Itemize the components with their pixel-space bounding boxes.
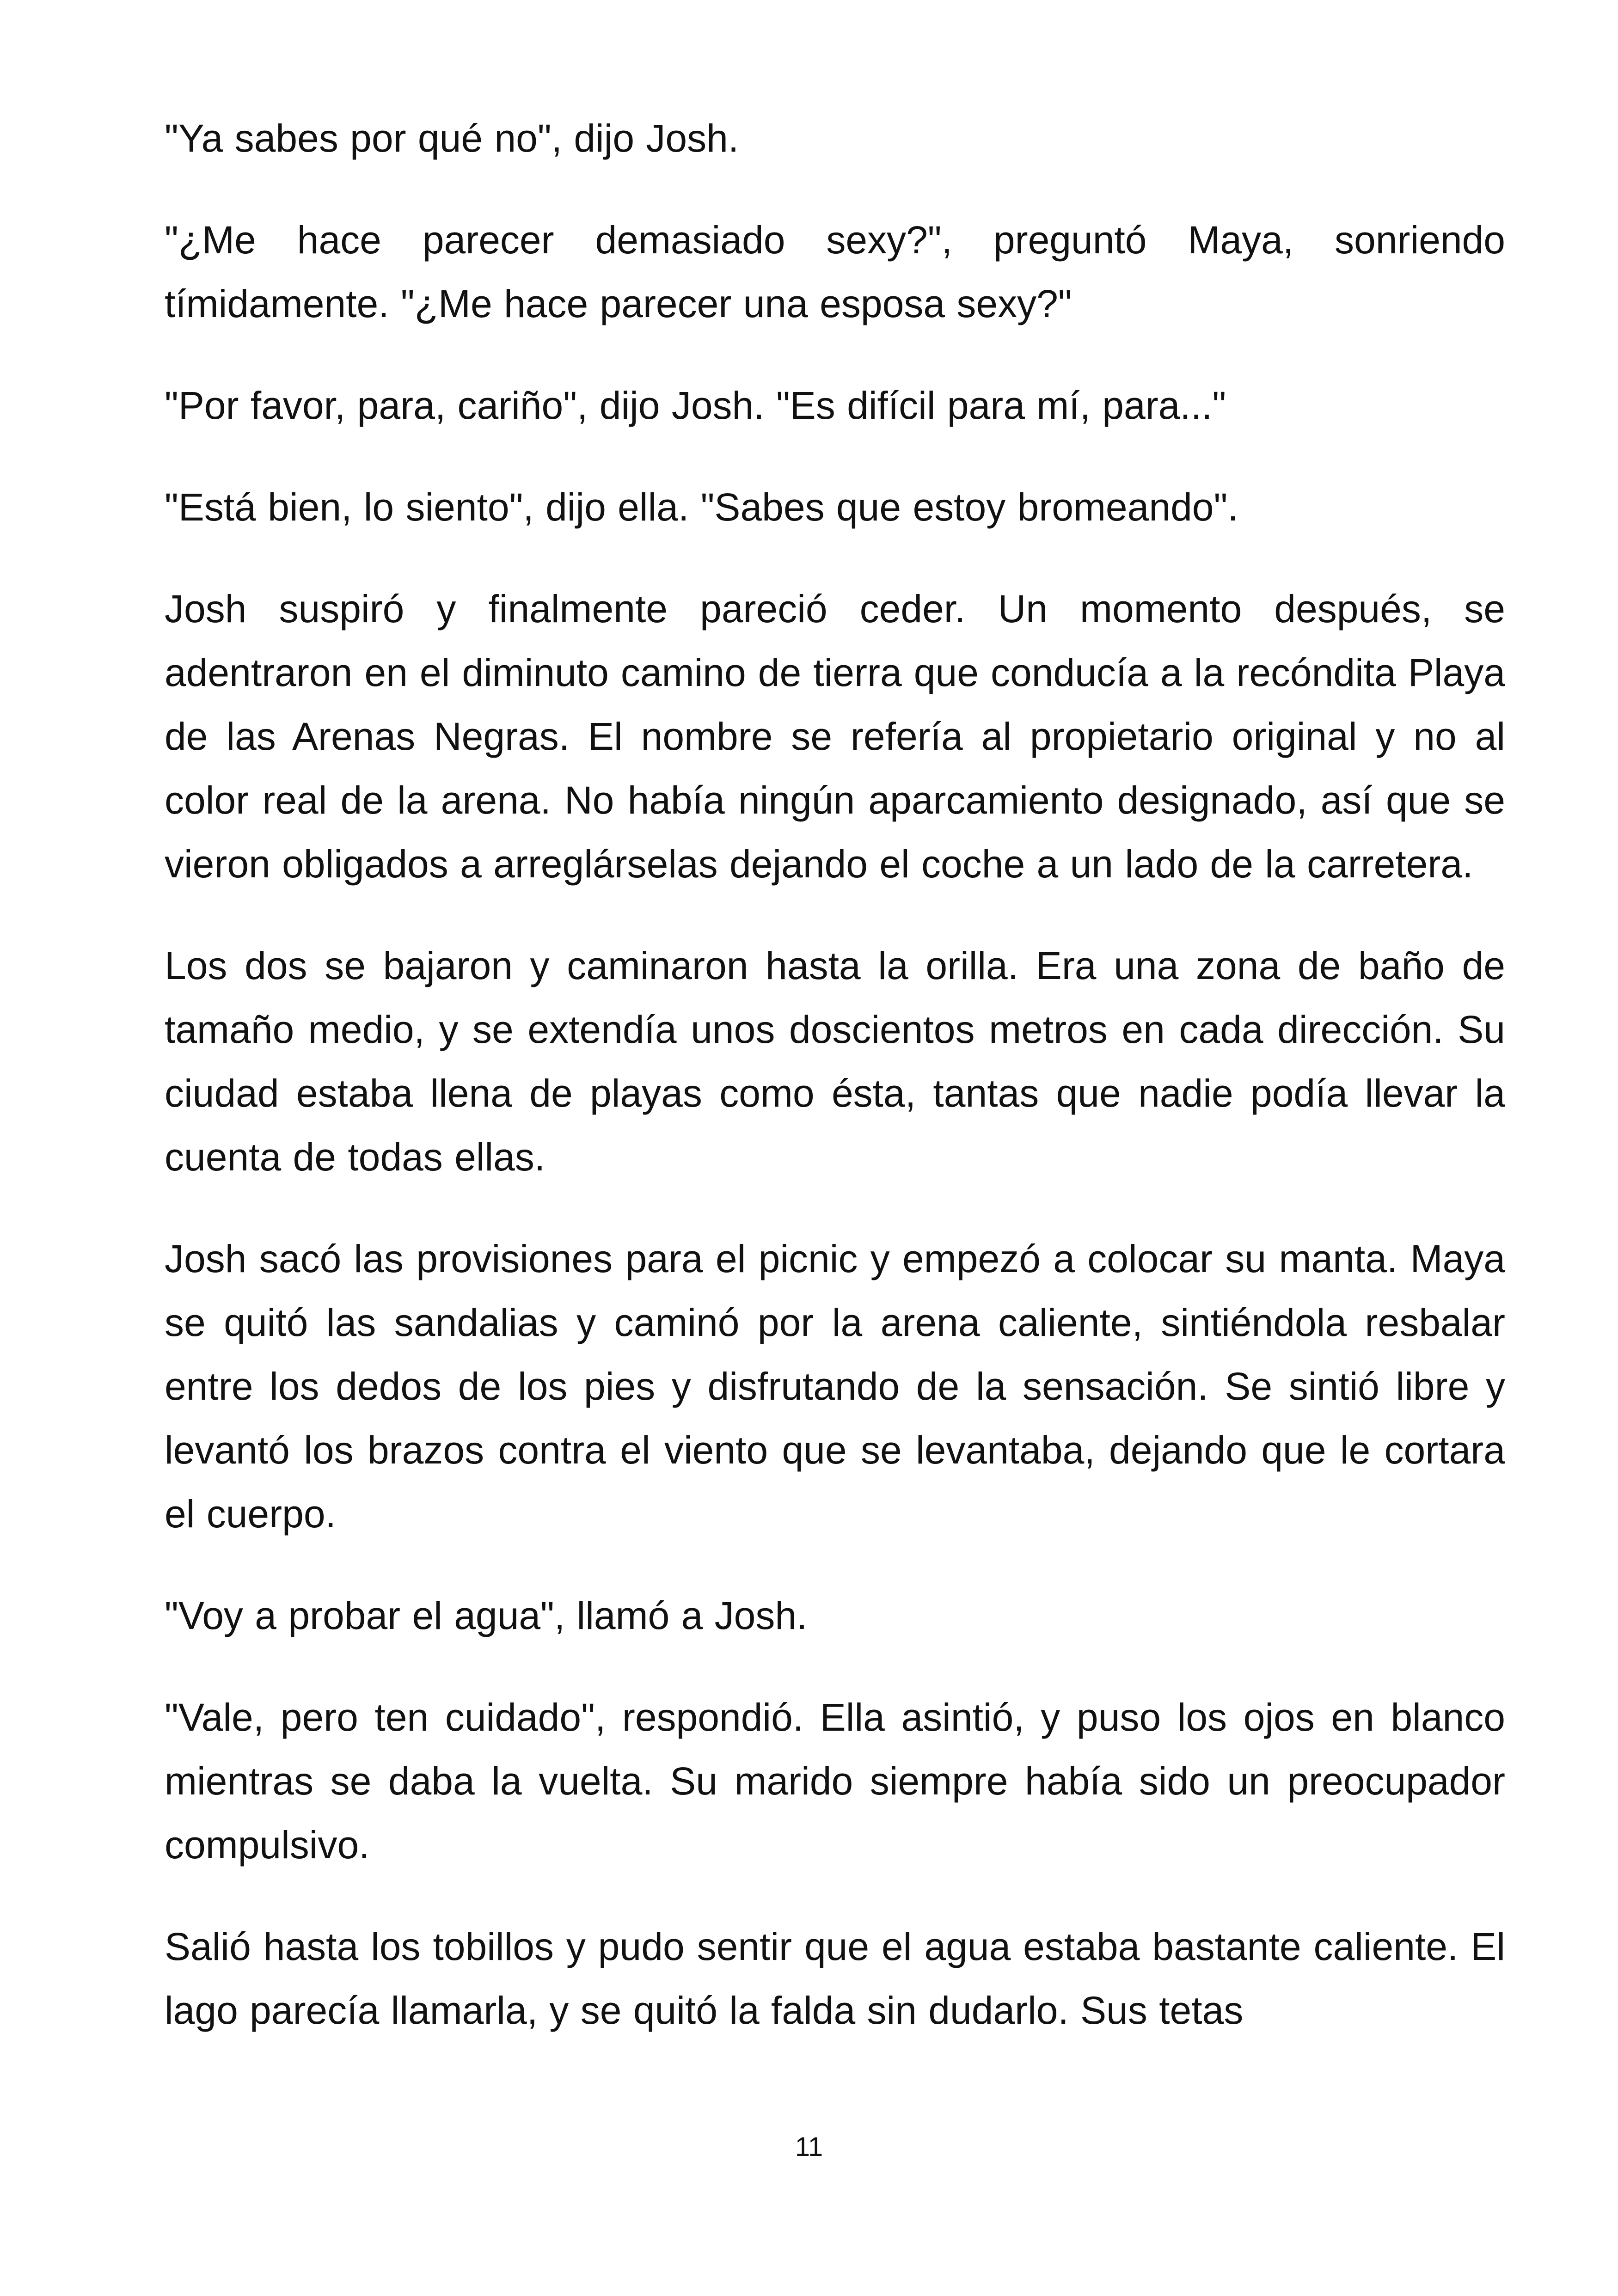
paragraph-6: Los dos se bajaron y caminaron hasta la orilla. Era una zona de baño de tamaño medio, y se extendía unos doscientos metros en cada dirección. Su ciudad estaba llena de playas como ésta, tantas que nadie podía llevar la cuenta de todas ellas. — [165, 944, 1505, 1179]
paragraph-4: "Está bien, lo siento", dijo ella. "Sabes que estoy bromeando". — [165, 485, 1238, 529]
paragraph-3: "Por favor, para, cariño", dijo Josh. "Es difícil para mí, para..." — [165, 384, 1226, 427]
paragraph-2: "¿Me hace parecer demasiado sexy?", preguntó Maya, sonriendo tímidamente. "¿Me hace parecer una esposa sexy?" — [165, 218, 1505, 325]
paragraph-10: Salió hasta los tobillos y pudo sentir que el agua estaba bastante caliente. El lago parecía llamarla, y se quitó la falda sin dudarlo. Sus tetas — [165, 1925, 1505, 2032]
paragraph-7: Josh sacó las provisiones para el picnic y empezó a colocar su manta. Maya se quitó las sandalias y caminó por la arena caliente, sintiéndola resbalar entre los dedos de los pies y disfrutando de la sensación. Se sintió libre y levantó los brazos contra el viento que se levantaba, dejando que le cortara el cuerpo. — [165, 1237, 1505, 1536]
paragraph-5: Josh suspiró y finalmente pareció ceder. Un momento después, se adentraron en el diminuto camino de tierra que conducía a la recóndita Playa de las Arenas Negras. El nombre se refería al propietario original y no al color real de la arena. No había ningún aparcamiento designado, así que se vieron obligados a arreglárselas dejando el coche a un lado de la carretera. — [165, 587, 1505, 886]
paragraph-8: "Voy a probar el agua", llamó a Josh. — [165, 1594, 808, 1637]
body-text — [165, 106, 1505, 2080]
paragraph-9: "Vale, pero ten cuidado", respondió. Ella asintió, y puso los ojos en blanco mientras se daba la vuelta. Su marido siempre había sido un preocupador compulsivo. — [165, 1696, 1505, 1867]
paragraph-1: "Ya sabes por qué no", dijo Josh. — [165, 116, 739, 160]
page-number: 11 — [795, 2132, 823, 2162]
